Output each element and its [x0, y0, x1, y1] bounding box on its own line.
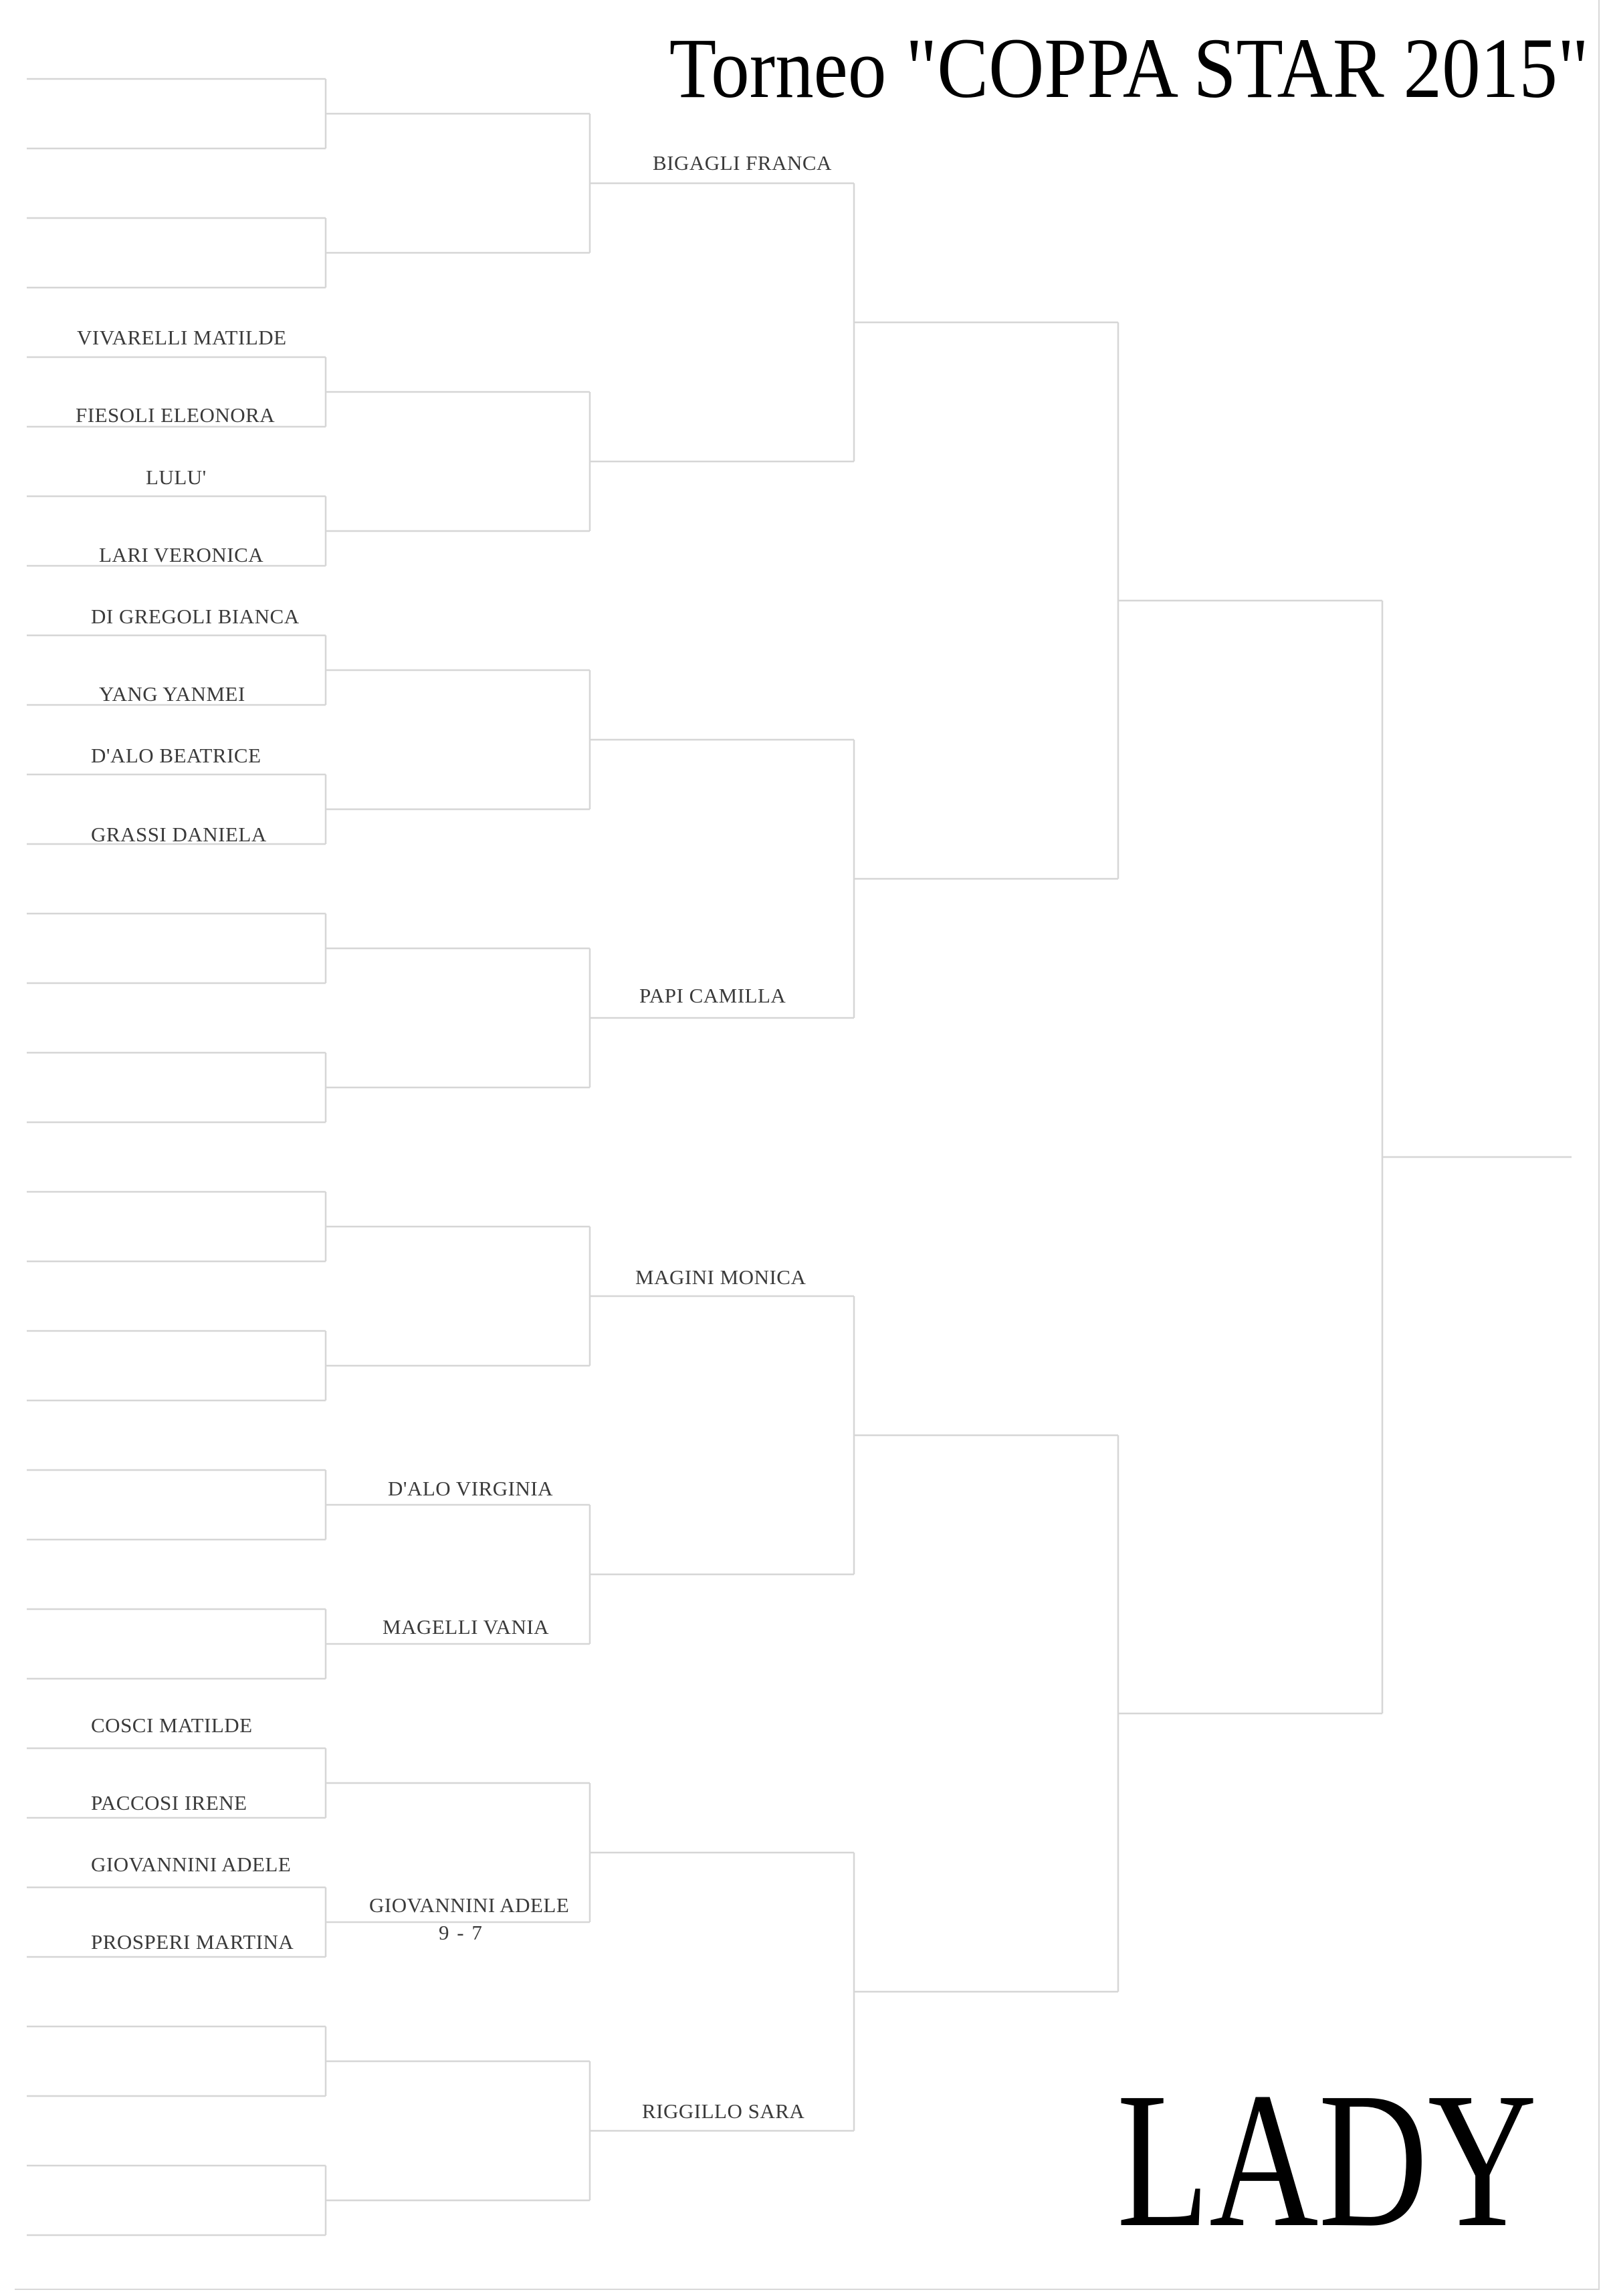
player-name: LARI VERONICA: [99, 543, 264, 566]
player-name: D'ALO BEATRICE: [91, 744, 261, 767]
player-name: PACCOSI IRENE: [91, 1791, 247, 1814]
player-name: RIGGILLO SARA: [642, 2099, 805, 2123]
player-name: GIOVANNINI ADELE: [369, 1893, 570, 1917]
player-name: PROSPERI MARTINA: [91, 1930, 294, 1954]
player-name: GRASSI DANIELA: [91, 823, 267, 846]
player-name: MAGINI MONICA: [635, 1265, 807, 1289]
match-score: 9 - 7: [439, 1921, 484, 1944]
player-name: COSCI MATILDE: [91, 1713, 253, 1737]
player-name: GIOVANNINI ADELE: [91, 1853, 292, 1876]
player-name: FIESOLI ELEONORA: [76, 403, 276, 427]
category-label: LADY: [1117, 2053, 1537, 2267]
player-name: YANG YANMEI: [99, 682, 245, 706]
player-name: VIVARELLI MATILDE: [77, 326, 287, 349]
player-name: DI GREGOLI BIANCA: [91, 605, 300, 628]
player-name: D'ALO VIRGINIA: [388, 1477, 554, 1500]
player-name: MAGELLI VANIA: [383, 1615, 550, 1639]
player-name: BIGAGLI FRANCA: [653, 151, 832, 175]
tournament-title: Torneo "COPPA STAR 2015": [669, 21, 1589, 116]
player-name: PAPI CAMILLA: [639, 984, 786, 1007]
player-name: LULU': [146, 465, 207, 489]
